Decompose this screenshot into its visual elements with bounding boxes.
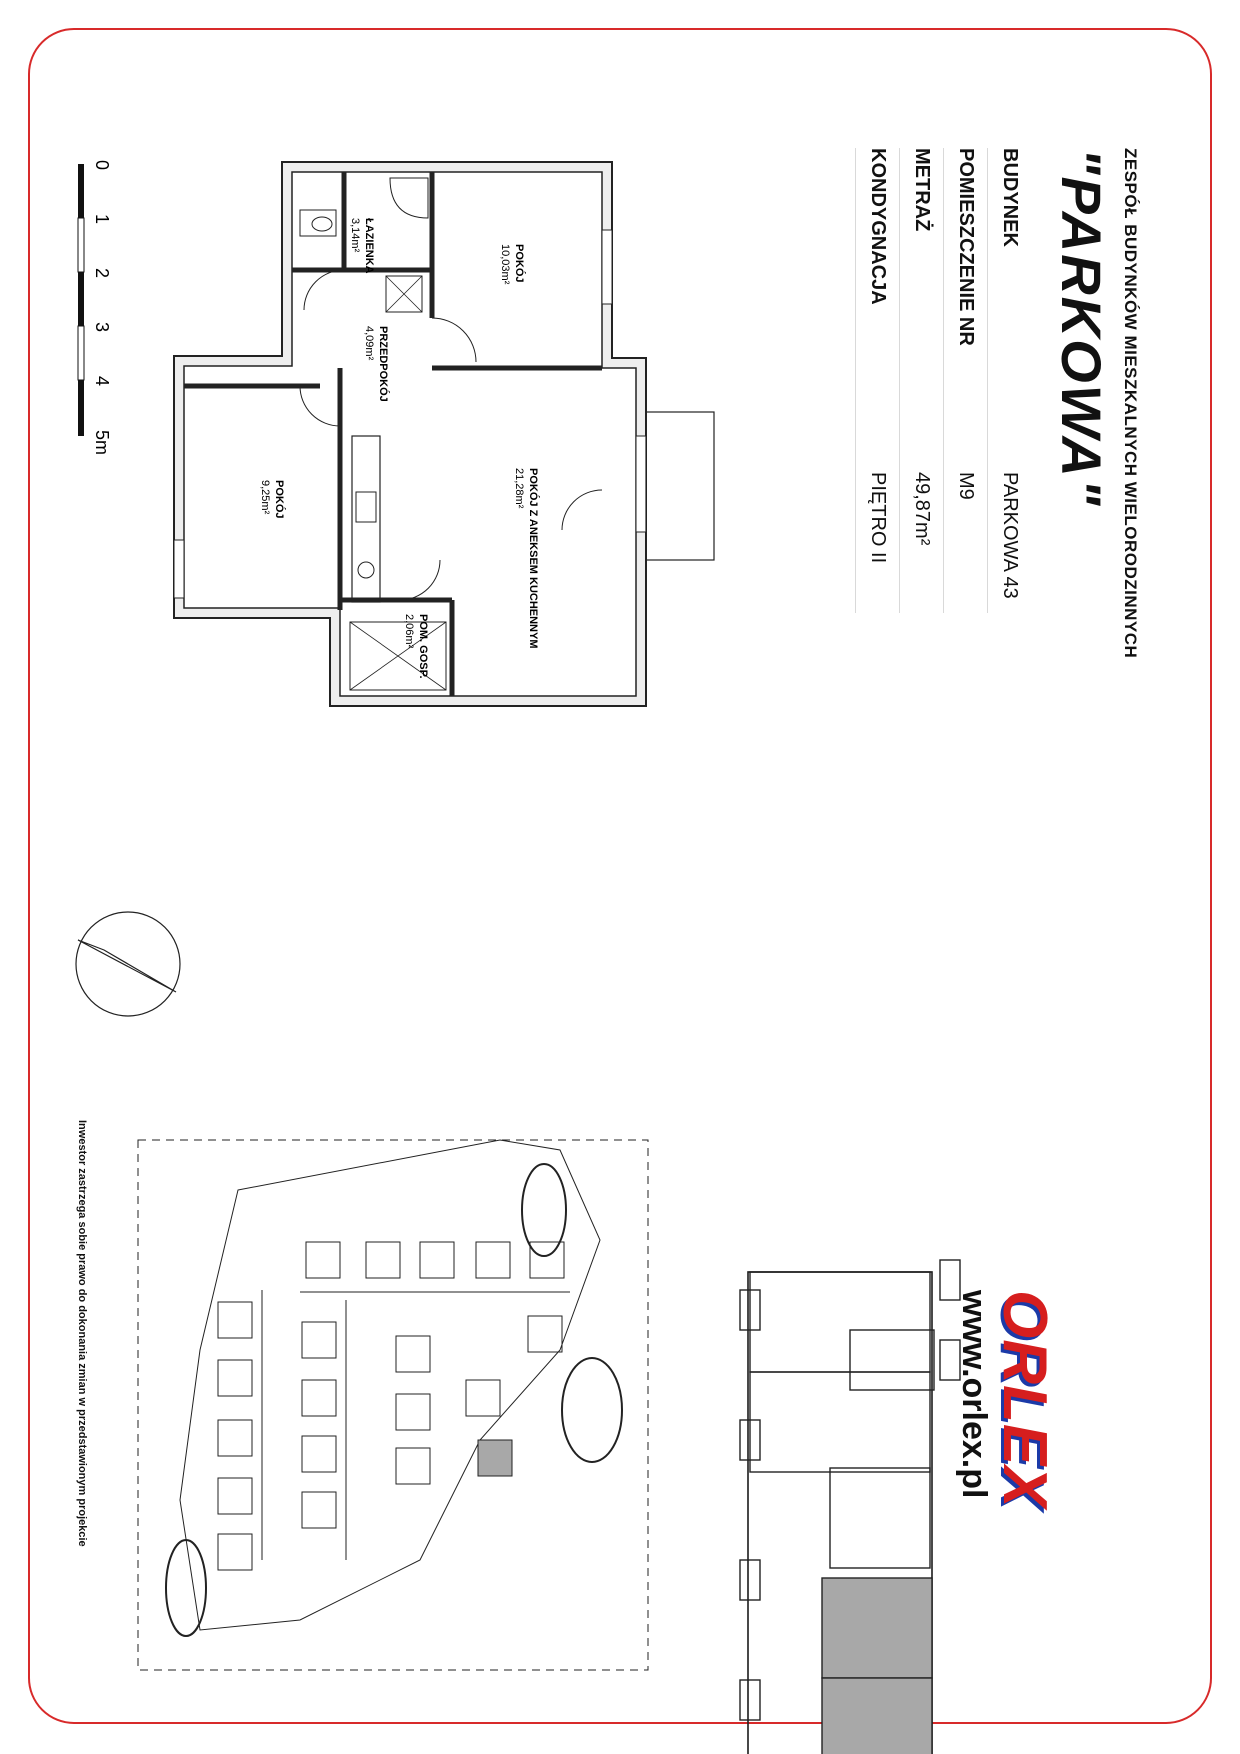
room-name: POKÓJ Z ANEKSEM KUCHENNYM — [527, 468, 539, 649]
complex-title: "PARKOWA" — [1050, 148, 1113, 508]
room-name: POKÓJ — [513, 244, 525, 283]
scale-tick: 3 — [92, 322, 112, 333]
room-name: POKÓJ — [273, 480, 285, 519]
floor-plan — [174, 162, 714, 706]
room-area: 9,25m² — [259, 480, 271, 515]
info-key: METRAŻ — [911, 148, 933, 232]
room-area: 21,28m² — [513, 468, 525, 509]
complex-subtitle: ZESPÓŁ BUDYNKÓW MIESZKALNYCH WIELORODZINNYCH — [1121, 148, 1140, 659]
room-name: POM. GOSP. — [417, 614, 429, 679]
scale-tick: 0 — [92, 160, 112, 171]
info-key: KONDYGNACJA — [867, 148, 889, 305]
building-key-plan — [740, 1260, 960, 1754]
scale-tick: 1 — [92, 214, 112, 225]
room-area: 3,14m² — [349, 218, 361, 253]
info-value: PIĘTRO II — [867, 472, 889, 564]
info-key: BUDYNEK — [999, 148, 1021, 247]
info-value: PARKOWA 43 — [999, 472, 1021, 599]
room-name: ŁAZIENKA — [363, 218, 375, 274]
room-area: 2,06m² — [403, 614, 415, 649]
logo-wordmark: ORLEX — [990, 1290, 1059, 1509]
logo-url: www.orlex.pl — [955, 1290, 993, 1499]
info-value: 49,87m² — [911, 472, 933, 546]
scale-bar — [78, 160, 112, 455]
info-key: POMIESZCZENIE NR — [955, 148, 977, 346]
disclaimer-text: Inwestor zastrzega sobie prawo do dokonania zmian w przedstawionym projekcie — [76, 1120, 88, 1547]
north-arrow — [76, 912, 180, 1016]
room-name: PRZEDPOKÓJ — [377, 326, 389, 402]
scale-tick: 2 — [92, 268, 112, 279]
room-area: 4,09m² — [363, 326, 375, 361]
info-value: M9 — [955, 472, 977, 500]
scale-tick: 5m — [92, 430, 112, 456]
site-plan — [138, 1140, 648, 1670]
scale-tick: 4 — [92, 376, 112, 387]
room-area: 10,03m² — [499, 244, 511, 285]
